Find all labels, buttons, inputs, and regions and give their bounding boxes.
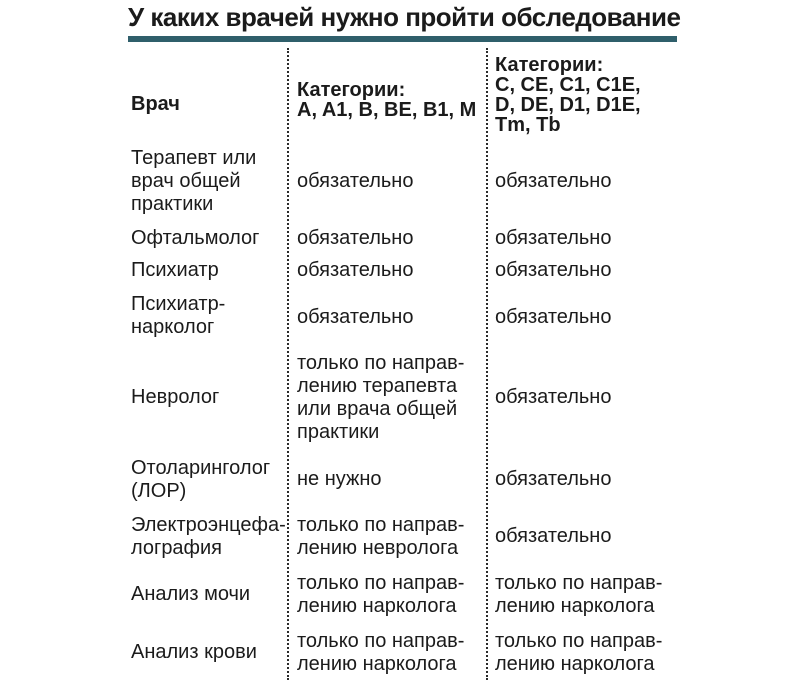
row-cat-a: только по направ- лению терапевта или врача общей практики [297, 352, 465, 443]
row-cat-a: обязательно [297, 227, 414, 249]
row-doctor: Психиатр [131, 259, 219, 281]
row-cat-c: обязательно [495, 170, 612, 192]
page-title: У каких врачей нужно пройти обследование [128, 2, 681, 32]
row-doctor: Терапевт или врач общей практики [131, 147, 257, 215]
row-cat-a: обязательно [297, 170, 414, 192]
row-doctor: Офтальмолог [131, 227, 260, 249]
row-doctor: Психиатр- нарколог [131, 293, 226, 338]
row-doctor: Анализ крови [131, 641, 257, 663]
row-doctor: Отоларинголог (ЛОР) [131, 457, 271, 502]
row-cat-c: обязательно [495, 525, 612, 547]
row-doctor: Электроэнцефа- лография [131, 514, 286, 559]
row-cat-a: обязательно [297, 306, 414, 328]
column-divider [287, 48, 289, 680]
row-cat-c: только по направ- лению нарколога [495, 630, 663, 675]
header-doctor: Врач [131, 93, 180, 115]
row-doctor: Невролог [131, 386, 220, 408]
row-cat-a: только по направ- лению нарколога [297, 630, 465, 675]
title-underline [128, 36, 677, 42]
row-cat-c: обязательно [495, 227, 612, 249]
row-cat-c: обязательно [495, 468, 612, 490]
row-cat-c: обязательно [495, 259, 612, 281]
header-categories-a: Категории: A, A1, B, BE, B1, M [297, 79, 477, 121]
row-cat-a: только по направ- лению невролога [297, 514, 465, 559]
row-cat-a: только по направ- лению нарколога [297, 572, 465, 617]
row-cat-c: обязательно [495, 386, 612, 408]
header-categories-c: Категории: C, CE, C1, C1E, D, DE, D1, D1E, Tm, Tb [495, 54, 641, 136]
row-cat-a: не нужно [297, 468, 382, 490]
row-cat-c: только по направ- лению нарколога [495, 572, 663, 617]
row-doctor: Анализ мочи [131, 583, 251, 605]
row-cat-c: обязательно [495, 306, 612, 328]
row-cat-a: обязательно [297, 259, 414, 281]
